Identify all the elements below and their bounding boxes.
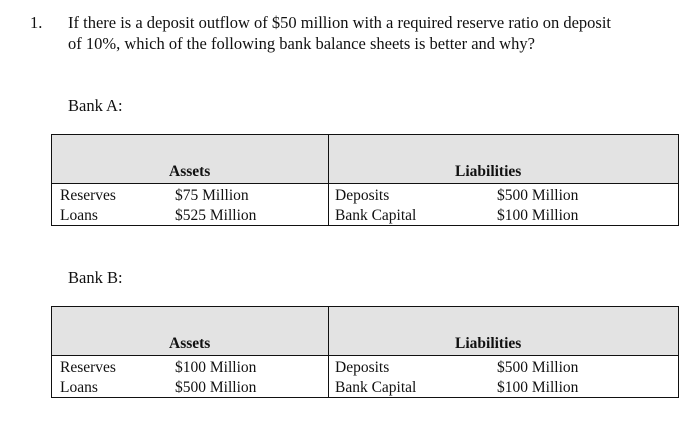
bank-capital-value: $100 Million [497, 207, 579, 224]
balance-sheet-header [52, 307, 678, 356]
liabilities-header: Liabilities [455, 335, 522, 352]
bank-capital-label: Bank Capital [335, 207, 417, 224]
bank-capital-label: Bank Capital [335, 379, 417, 396]
column-divider [328, 135, 329, 225]
question-line-2: of 10%, which of the following bank balance sheets is better and why? [68, 34, 535, 53]
bank-b-label: Bank B: [68, 268, 123, 287]
reserves-label: Reserves [60, 359, 116, 376]
assets-header: Assets [169, 163, 211, 180]
deposits-label: Deposits [335, 187, 390, 204]
reserves-value: $75 Million [175, 187, 249, 204]
column-divider [328, 307, 329, 397]
bank-b-balance-sheet [51, 306, 679, 398]
liabilities-header: Liabilities [455, 163, 522, 180]
bank-a-label: Bank A: [68, 96, 123, 115]
bank-a-balance-sheet [51, 134, 679, 226]
reserves-label: Reserves [60, 187, 116, 204]
balance-sheet-header [52, 135, 678, 184]
loans-label: Loans [60, 379, 98, 396]
question-text [68, 12, 678, 54]
loans-value: $500 Million [175, 379, 257, 396]
reserves-value: $100 Million [175, 359, 257, 376]
deposits-value: $500 Million [497, 359, 579, 376]
question-line-1: If there is a deposit outflow of $50 million with a required reserve ratio on deposit [68, 13, 611, 32]
deposits-value: $500 Million [497, 187, 579, 204]
question-number: 1. [30, 13, 43, 32]
deposits-label: Deposits [335, 359, 390, 376]
assets-header: Assets [169, 335, 211, 352]
bank-capital-value: $100 Million [497, 379, 579, 396]
loans-value: $525 Million [175, 207, 257, 224]
loans-label: Loans [60, 207, 98, 224]
